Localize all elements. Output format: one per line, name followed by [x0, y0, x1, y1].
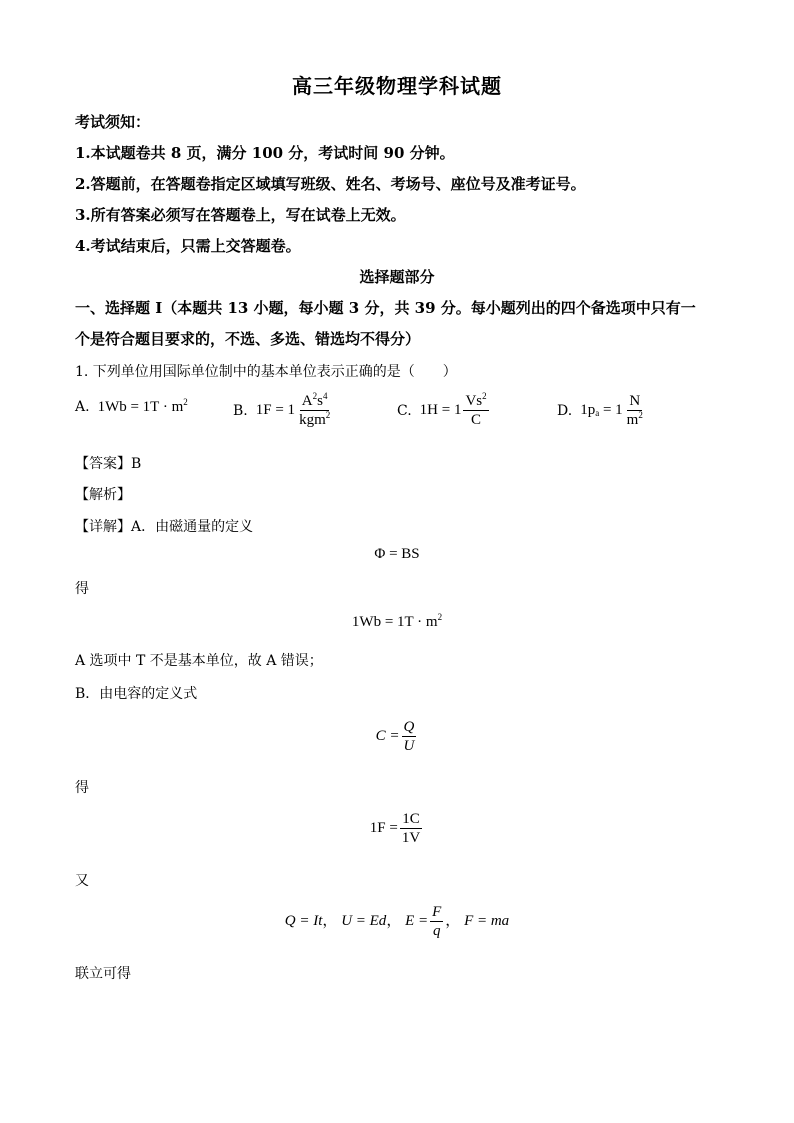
- option-a-formula: $1Wb = 1T \cdot m^2$: [97, 396, 188, 415]
- question-1-stem: 1. 下列单位用国际单位制中的基本单位表示正确的是（ ）: [75, 364, 457, 380]
- section-title: 选择题部分: [359, 268, 435, 286]
- option-b: [233, 392, 334, 429]
- equation-farad: 1F = $\frac{1C}{1V}$: [369, 811, 421, 846]
- option-d-label: D.: [557, 402, 573, 419]
- text-de-1: 得: [75, 581, 89, 597]
- analysis-label: 【解析】: [75, 487, 131, 503]
- notice-item-4: 4.考试结束后，只需上交答题卷。: [75, 237, 301, 255]
- part-heading-line2: 个是符合题目要求的，不选、多选、错选均不得分）: [75, 330, 421, 348]
- text-de-2: 得: [75, 780, 89, 796]
- option-a-label: A.: [75, 399, 90, 415]
- option-d-formula: $1p_a = 1$ $\frac{N}{m^2}$: [580, 393, 643, 428]
- text-you: 又: [75, 873, 89, 889]
- option-c-label: C.: [397, 402, 412, 419]
- notice-item-3: 3.所有答案必须写在答题卷上，写在试卷上无效。: [75, 206, 406, 224]
- notice-item-1: 1.本试题卷共 8 页，满分 100 分，考试时间 90 分钟。: [75, 144, 455, 162]
- detail-a-intro: 【详解】A．由磁通量的定义: [75, 519, 254, 535]
- option-c: [397, 392, 491, 429]
- text-final: 联立可得: [75, 966, 131, 982]
- option-b-label: B.: [233, 402, 248, 419]
- equation-weber: $1Wb = 1T \cdot m^2$: [351, 612, 443, 630]
- text-option-b-intro: B．由电容的定义式: [75, 686, 198, 702]
- option-d: [557, 392, 647, 429]
- option-c-formula: 1H = 1 $\frac{Vs^2}{C}$: [419, 391, 487, 428]
- equation-capacitance: C = $\frac{Q}{U}$: [375, 719, 415, 754]
- notice-item-2: 2.答题前，在答题卷指定区域填写班级、姓名、考场号、座位号及准考证号。: [75, 175, 586, 193]
- answer-label: 【答案】B: [75, 456, 142, 472]
- notice-heading: 考试须知：: [75, 113, 151, 131]
- text-option-a-conclusion: A 选项中 T 不是基本单位，故 A 错误；: [75, 653, 323, 669]
- option-a: [75, 396, 188, 416]
- equation-relations: Q = It， U = Ed， E = $\frac{F}{q}$ ， F = ma: [284, 904, 510, 939]
- equation-flux: Φ = BS: [374, 546, 420, 562]
- option-b-formula: 1F = 1 $\frac{A^2s^4}{kgm^2}$: [255, 391, 331, 428]
- part-heading-line1: 一、选择题 I（本题共 13 小题，每小题 3 分，共 39 分。每小题列出的四个备选项中只有一: [75, 299, 696, 317]
- page-title: 高三年级物理学科试题: [292, 74, 502, 98]
